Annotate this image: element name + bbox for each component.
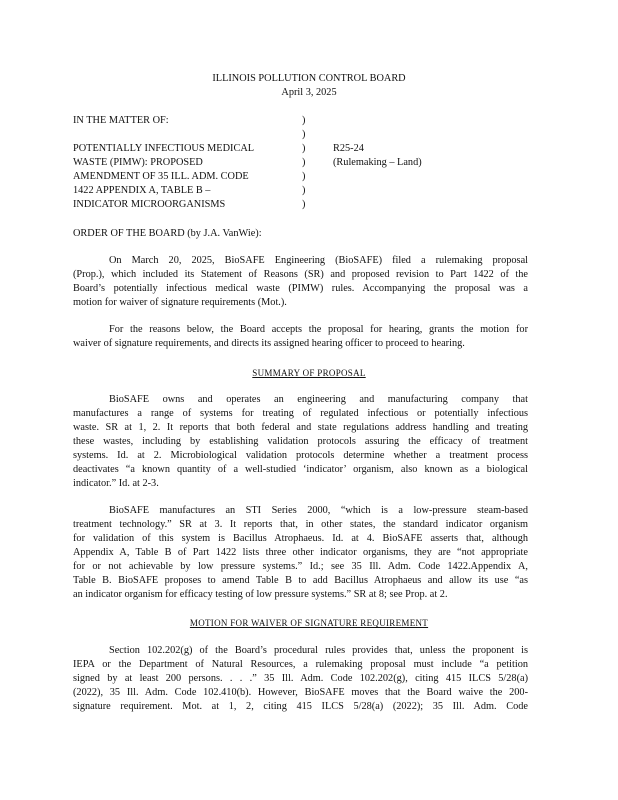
text-line: Section 102.202(g) of the Board’s procedural rules provides that, unless the proponent is — [109, 645, 528, 656]
caption-parentheses — [302, 114, 305, 212]
text-line: Appendix A, Table B of Part 1422 lists three other indicator organisms, they are “not appropriate — [73, 547, 528, 558]
text-line: Board’s potentially infectious medical waste (PIMW) rules. Accompanying the proposal was a — [73, 283, 528, 294]
summary-paragraph — [73, 393, 528, 491]
caption-line: POTENTIALLY INFECTIOUS MEDICAL — [73, 143, 255, 154]
text-line: treatment technology.” SR at 3. It reports that, in other states, the standard indicator organism — [73, 519, 528, 530]
paren: ) — [302, 199, 306, 210]
motion-heading: MOTION FOR WAIVER OF SIGNATURE REQUIREMENT — [189, 618, 429, 628]
docket-number: R25-24 — [333, 143, 364, 154]
motion-paragraph — [73, 644, 528, 714]
paren: ) — [302, 185, 306, 196]
text-line: manufactures a range of systems for treating of regulated infectious or potentially infectious — [73, 408, 528, 419]
text-line: for validation of this system is Bacillus Atrophaeus. Id. at 4. BioSAFE asserts that, although — [73, 533, 528, 544]
text-line: motion for waiver of signature requirements (Mot.). — [73, 297, 287, 308]
text-line: (2022), 35 Ill. Adm. Code 102.410(b). However, BioSAFE moves that the Board waive the 200- — [73, 687, 528, 698]
paren: ) — [302, 157, 306, 168]
text-line: signed by at least 200 persons. . . .” 35 Ill. Adm. Code 102.202(g), citing 415 ILCS 5/28(a) — [73, 673, 528, 684]
order-line: ORDER OF THE BOARD (by J.A. VanWie): — [73, 228, 262, 239]
text-line: IEPA or the Department of Natural Resources, a rulemaking proposal must include “a petition — [73, 659, 528, 670]
text-line: For the reasons below, the Board accepts the proposal for hearing, grants the motion for — [109, 324, 528, 335]
paren: ) — [302, 171, 306, 182]
text-line: Table B. BioSAFE proposes to amend Table B to add Bacillus Atrophaeus and allow its use “as — [73, 575, 528, 586]
text-line: (Prop.), which included its Statement of Reasons (SR) and proposed revision to Part 1422 of the — [73, 269, 528, 280]
text-line: systems. Id. at 2. Microbiological validation protocols determine whether a treatment process — [73, 450, 528, 461]
caption-line: WASTE (PIMW): PROPOSED — [73, 157, 203, 168]
caption-title — [73, 114, 254, 212]
text-line: BioSAFE owns and operates an engineering and manufacturing company that — [109, 394, 528, 405]
text-line: for or not achievable by low pressure systems.” Id.; see 35 Ill. Adm. Code 1422.Appendix A, — [73, 561, 528, 572]
docket-info — [333, 142, 422, 170]
paren: ) — [302, 129, 306, 140]
caption-line: INDICATOR MICROORGANISMS — [73, 199, 226, 210]
text-line: deactivates “a known quantity of a well-studied ‘indicator’ organism, also known as a biological — [73, 464, 528, 475]
text-line: these wastes, including by establishing validation protocols assuring the efficacy of treatment — [73, 436, 528, 447]
text-line: an indicator organism for efficacy testing of low pressure systems.” SR at 8; see Prop. at 2. — [73, 589, 448, 600]
summary-paragraph — [73, 504, 528, 602]
paren: ) — [302, 115, 306, 126]
caption-line: IN THE MATTER OF: — [73, 115, 169, 126]
text-line: waste. SR at 1, 2. It reports that both federal and state regulations address handling and treating — [73, 422, 528, 433]
intro-paragraph — [73, 323, 528, 351]
summary-heading: SUMMARY OF PROPOSAL — [252, 368, 366, 378]
intro-paragraph — [73, 254, 528, 310]
text-line: indicator.” Id. at 2-3. — [73, 478, 159, 489]
agency-title: ILLINOIS POLLUTION CONTROL BOARD — [212, 73, 406, 84]
text-line: signature requirement. Mot. at 1, 2, citing 415 ILCS 5/28(a) (2022); 35 Ill. Adm. Code — [73, 701, 528, 712]
caption-line — [73, 128, 254, 142]
paren: ) — [302, 143, 306, 154]
docket-type: (Rulemaking – Land) — [333, 157, 422, 168]
caption-line: AMENDMENT OF 35 ILL. ADM. CODE — [73, 171, 249, 182]
caption-line: 1422 APPENDIX A, TABLE B – — [73, 185, 211, 196]
text-line: waiver of signature requirements, and directs its assigned hearing officer to proceed to hearing. — [73, 338, 465, 349]
order-date: April 3, 2025 — [281, 87, 337, 98]
text-line: On March 20, 2025, BioSAFE Engineering (BioSAFE) filed a rulemaking proposal — [109, 255, 528, 266]
text-line: BioSAFE manufactures an STI Series 2000, “which is a low-pressure steam-based — [109, 505, 528, 516]
